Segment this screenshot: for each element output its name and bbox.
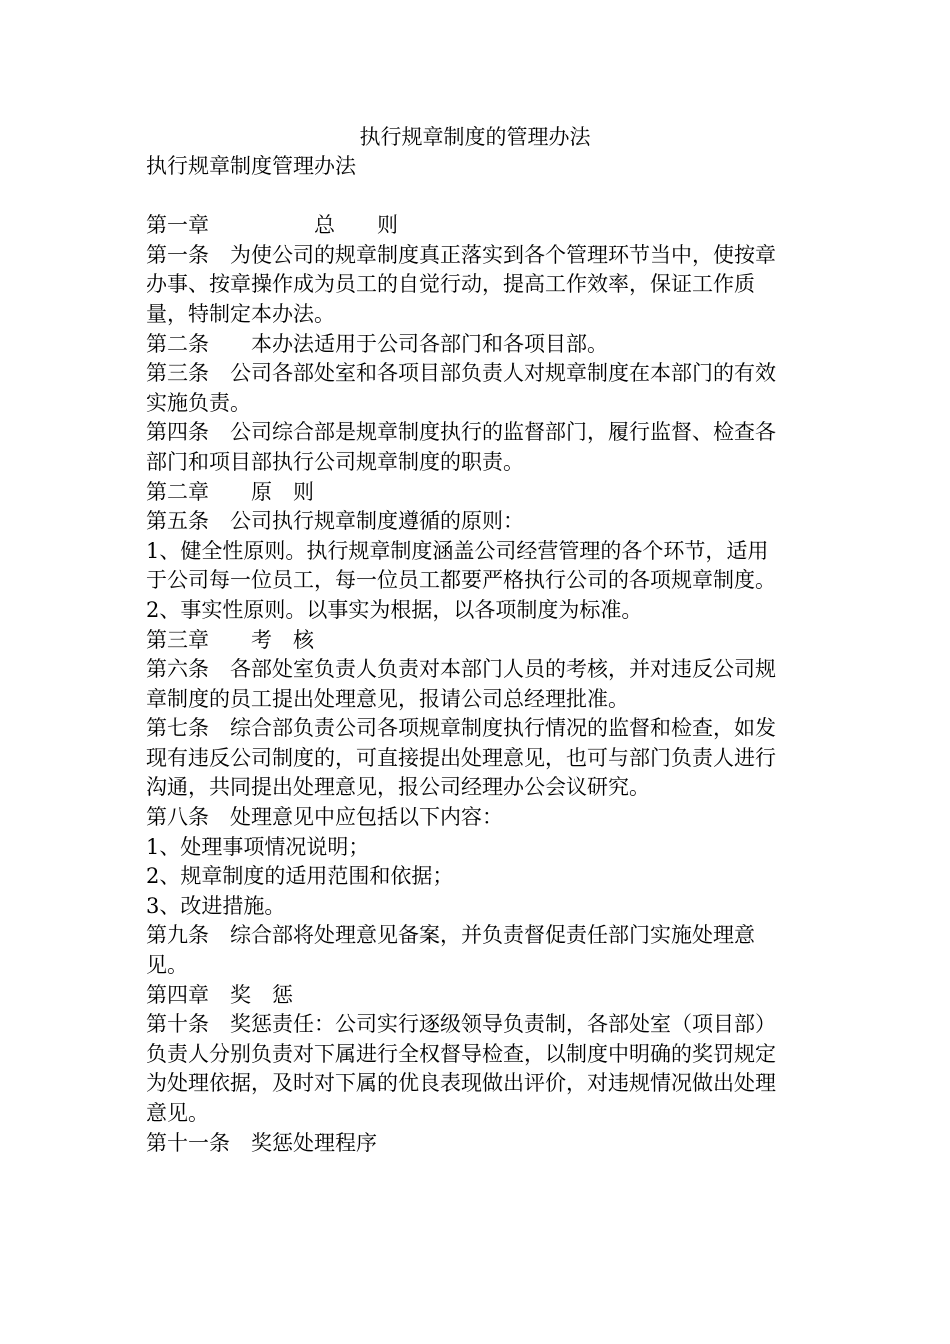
article-paragraph: 第五条 公司执行规章制度遵循的原则：	[146, 509, 524, 534]
article-paragraph: 第六条 各部处室负责人负责对本部门人员的考核，并对违反公司规章制度的员工提出处理意见，报请公司总经理批准。	[146, 657, 776, 711]
chapter-heading: 第二章 原 则	[146, 479, 314, 504]
article-paragraph: 第七条 综合部负责公司各项规章制度执行情况的监督和检查，如发现有违反公司制度的，可直接提出处理意见，也可与部门负责人进行沟通，共同提出处理意见，报公司经理办公会议研究。	[146, 716, 776, 800]
chapter-heading: 第四章 奖 惩	[146, 982, 293, 1007]
article-paragraph: 第四条 公司综合部是规章制度执行的监督部门，履行监督、检查各部门和项目部执行公司规章制度的职责。	[146, 420, 776, 474]
article-paragraph: 第一条 为使公司的规章制度真正落实到各个管理环节当中，使按章办事、按章操作成为员工的自觉行动，提高工作效率，保证工作质量，特制定本办法。	[146, 242, 776, 326]
article-paragraph: 第二条 本办法适用于公司各部门和各项目部。	[146, 331, 608, 356]
article-paragraph: 第三条 公司各部处室和各项目部负责人对规章制度在本部门的有效实施负责。	[146, 361, 776, 415]
article-paragraph: 第九条 综合部将处理意见备案，并负责督促责任部门实施处理意见。	[146, 923, 755, 978]
document-title: 执行规章制度的管理办法	[359, 125, 591, 149]
list-item: 2、规章制度的适用范围和依据；	[146, 864, 454, 889]
chapter-heading: 第三章 考 核	[146, 627, 314, 652]
document-body	[146, 152, 786, 1158]
article-paragraph: 第十条 奖惩责任：公司实行逐级领导负责制，各部处室（项目部）负责人分别负责对下属进行全权督导检查，以制度中明确的奖罚规定为处理依据，及时对下属的优良表现做出评价，对违规情况做出处理意见。	[146, 1012, 776, 1125]
article-paragraph: 第八条 处理意见中应包括以下内容：	[146, 805, 503, 830]
subtitle: 执行规章制度管理办法	[146, 154, 356, 178]
list-item: 1、健全性原则。执行规章制度涵盖公司经营管理的各个环节，适用于公司每一位员工，每一位员工都要严格执行公司的各项规章制度。	[146, 538, 776, 593]
list-item: 3、改进措施。	[146, 893, 286, 918]
chapter-heading: 第一章 总 则	[146, 213, 398, 238]
list-item: 1、处理事项情况说明；	[146, 834, 370, 859]
blank-line	[146, 182, 786, 212]
article-paragraph: 第十一条 奖惩处理程序	[146, 1130, 377, 1155]
list-item: 2、事实性原则。以事实为根据，以各项制度为标准。	[146, 597, 643, 622]
